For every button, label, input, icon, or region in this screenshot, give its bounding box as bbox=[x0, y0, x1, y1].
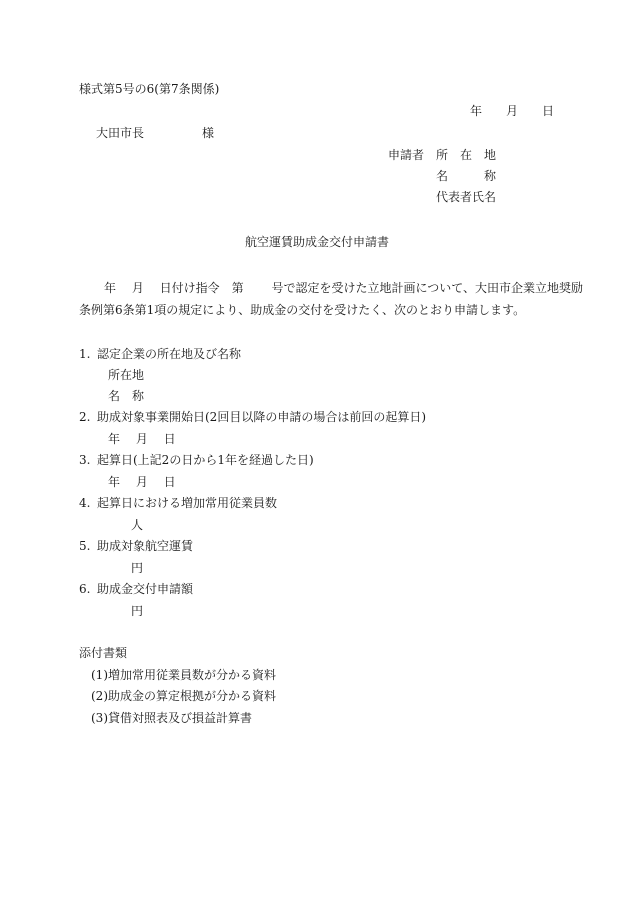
item-heading: 起算日(上記2の日から1年を経過した日) bbox=[97, 453, 314, 467]
document-title: 航空運賃助成金交付申請書 bbox=[245, 235, 390, 249]
item-sub-date: 年 月 日 bbox=[108, 432, 176, 446]
item-sub-address: 所在地 bbox=[108, 368, 145, 382]
form-number: 様式第5号の6(第7条関係) bbox=[79, 82, 220, 96]
applicant-label: 申請者 bbox=[388, 148, 425, 162]
body-text-line-2: 条例第6条第1項の規定により、助成金の交付を受けたく、次のとおり申請します。 bbox=[79, 303, 526, 317]
body-text-line-1: 年 月 日付け指令 第 号で認定を受けた立地計画について、大田市企業立地奨励 bbox=[104, 281, 583, 295]
item-heading: 助成対象航空運賃 bbox=[97, 539, 194, 553]
item-heading: 認定企業の所在地及び名称 bbox=[97, 347, 242, 361]
item-sub-unit-yen: 円 bbox=[131, 604, 144, 618]
item-sub-date: 年 月 日 bbox=[108, 475, 176, 489]
date-year: 年 bbox=[470, 104, 483, 118]
applicant-representative-label: 代表者氏名 bbox=[436, 190, 497, 204]
attachments-heading: 添付書類 bbox=[79, 646, 128, 660]
date-day: 日 bbox=[542, 104, 555, 118]
item-heading: 助成対象事業開始日(2回目以降の申請の場合は前回の起算日) bbox=[97, 410, 427, 424]
addressee-honorific: 様 bbox=[202, 126, 215, 140]
item-number: 3. bbox=[79, 453, 91, 467]
applicant-name-label: 名 称 bbox=[436, 169, 497, 183]
attachment-item: (1)増加常用従業員数が分かる資料 bbox=[91, 668, 276, 682]
item-number: 1. bbox=[79, 347, 91, 361]
item-number: 4. bbox=[79, 496, 91, 510]
item-heading: 起算日における増加常用従業員数 bbox=[97, 496, 278, 510]
date-month: 月 bbox=[506, 104, 519, 118]
item-number: 5. bbox=[79, 539, 91, 553]
item-number: 6. bbox=[79, 582, 91, 596]
attachment-item: (3)貸借対照表及び損益計算書 bbox=[91, 711, 252, 725]
item-sub-unit-people: 人 bbox=[131, 518, 144, 532]
item-sub-unit-yen: 円 bbox=[131, 561, 144, 575]
item-number: 2. bbox=[79, 410, 91, 424]
applicant-address-label: 所 在 地 bbox=[436, 148, 497, 162]
item-heading: 助成金交付申請額 bbox=[97, 582, 194, 596]
attachment-item: (2)助成金の算定根拠が分かる資料 bbox=[91, 689, 276, 703]
addressee-name: 大田市長 bbox=[96, 126, 145, 140]
item-sub-name: 名 称 bbox=[108, 389, 145, 403]
